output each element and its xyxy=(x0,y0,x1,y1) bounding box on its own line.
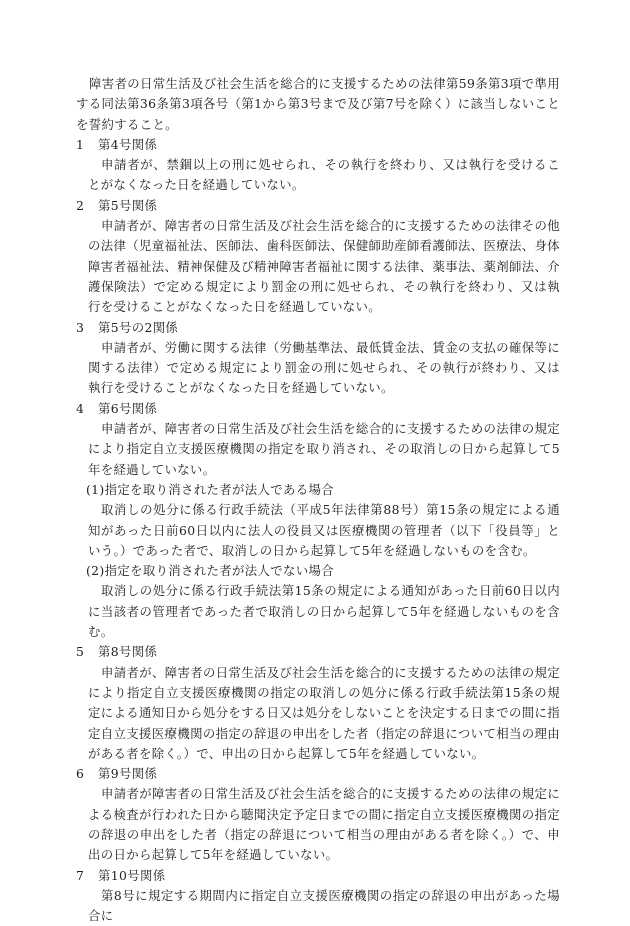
document-body xyxy=(76,74,560,926)
section-title: 第5号関係 xyxy=(98,197,158,213)
section-1 xyxy=(76,135,560,196)
section-body: 第8号に規定する期間内に指定自立支援医療機関の指定の辞退の申出があった場合に xyxy=(88,887,560,924)
section-heading xyxy=(76,866,560,886)
section-7 xyxy=(76,866,560,926)
subsection-title: (1)指定を取り消された者が法人である場合 xyxy=(86,481,334,497)
section-body: 申請者が障害者の日常生活及び社会生活を総合的に支援するための法律の規定による検査が行われた日から聴聞決定予定日までの間に指定自立支援医療機関の指定の辞退の申出をした者（指定の辞退について相当の理由がある者を除く。）で、申出の日から起算して5年を経過していない。 xyxy=(88,786,560,863)
section-2 xyxy=(76,196,560,318)
section-body: 申請者が、障害者の日常生活及び社会生活を総合的に支援するための法律の規定により指定自立支援医療機関の指定の取消しの処分に係る行政手続法第15条の規定による通知日から処分をする日又は処分をしないことを決定する日までの間に指定自立支援医療機関の指定の辞退の申出をした者（指定の辞退について相当の理由がある者を除く。）で、申出の日から起算して5年を経過していない。 xyxy=(88,664,560,761)
section-number: 2 xyxy=(76,197,85,213)
section-heading xyxy=(76,135,560,155)
section-4 xyxy=(76,399,560,643)
section-title: 第9号関係 xyxy=(98,766,158,782)
section-body: 申請者が、禁錮以上の刑に処せられ、その執行を終わり、又は執行を受けることがなくなった日を経過していない。 xyxy=(88,157,560,193)
section-3 xyxy=(76,318,560,399)
intro-paragraph: 障害者の日常生活及び社会生活を総合的に支援するための法律第59条第3項で準用する同法第36条第3項各号（第1から第3号まで及び第7号を除く）に該当しないことを誓約すること。 xyxy=(76,76,560,132)
section-number: 1 xyxy=(76,136,85,152)
section-title: 第4号関係 xyxy=(98,136,158,152)
section-number: 4 xyxy=(76,400,85,416)
section-heading xyxy=(76,399,560,419)
section-body: 申請者が、障害者の日常生活及び社会生活を総合的に支援するための法律の規定により指定自立支援医療機関の指定を取り消され、その取消しの日から起算して5年を経過していない。 xyxy=(88,421,560,477)
section-title: 第6号関係 xyxy=(98,400,158,416)
subsection-body: 取消しの処分に係る行政手続法第15条の規定による通知があった日前60日以内に当該者の管理者であった者で取消しの日から起算して5年を経過しないものを含む。 xyxy=(88,583,560,640)
section-number: 5 xyxy=(76,644,85,660)
section-body: 申請者が、障害者の日常生活及び社会生活を総合的に支援するための法律その他の法律（児童福祉法、医師法、歯科医師法、保健師助産師看護師法、医療法、身体障害者福祉法、精神保健及び精神障害者福祉に関する法律、薬事法、薬剤師法、介護保険法）で定める規定により罰金の刑に処せられ、その執行を終わり、又は執行を受けることがなくなった日を経過していない。 xyxy=(88,218,560,315)
subsection-body: 取消しの処分に係る行政手続法（平成5年法律第88号）第15条の規定による通知があった日前60日以内に法人の役員又は医療機関の管理者（以下「役員等」という。）であった者で、取消しの日から起算して5年を経過しないものを含む。 xyxy=(88,502,560,558)
section-heading xyxy=(76,764,560,784)
section-title: 第10号関係 xyxy=(98,867,166,883)
subsection-title: (2)指定を取り消された者が法人でない場合 xyxy=(86,563,334,579)
section-title: 第8号関係 xyxy=(98,644,158,660)
section-heading xyxy=(76,318,560,338)
section-heading xyxy=(76,642,560,662)
section-title: 第5号の2関係 xyxy=(98,319,179,335)
section-5 xyxy=(76,642,560,764)
section-6 xyxy=(76,764,560,865)
section-heading xyxy=(76,196,560,216)
section-number: 7 xyxy=(76,867,85,883)
section-number: 6 xyxy=(76,766,85,782)
section-number: 3 xyxy=(76,319,85,335)
section-body: 申請者が、労働に関する法律（労働基準法、最低賃金法、賃金の支払の確保等に関する法律）で定める規定により罰金の刑に処せられ、その執行が終わり、又は執行を受けることがなくなった日を経過していない。 xyxy=(88,339,560,396)
